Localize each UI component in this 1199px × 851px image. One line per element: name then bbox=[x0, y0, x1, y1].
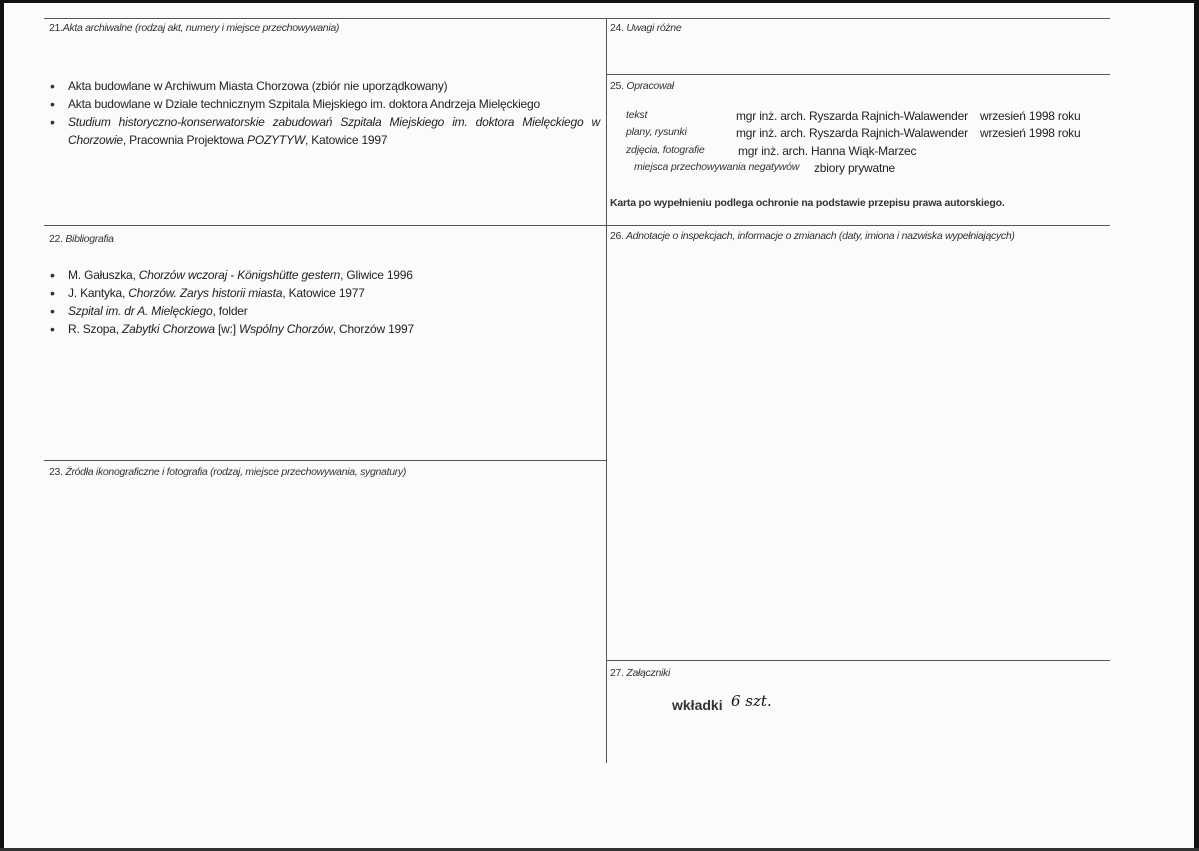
section-26-label bbox=[610, 230, 1015, 242]
list-item bbox=[48, 113, 600, 149]
list-item bbox=[48, 284, 600, 302]
study-title: Studium historyczno-konserwatorskie zabudowań Szpitala Miejskiego im. doktora Mielęckiego w Chorzowie bbox=[68, 115, 600, 147]
bib-title: Szpital im. dr A. Mielęckiego bbox=[68, 304, 213, 318]
bib-title: Zabytki Chorzowa bbox=[122, 322, 215, 336]
author-date: wrzesień 1998 roku bbox=[980, 109, 1081, 123]
author-date: wrzesień 1998 roku bbox=[980, 126, 1081, 140]
study-publisher-prefix: , Pracownia Projektowa bbox=[122, 133, 248, 147]
list-item bbox=[48, 320, 600, 338]
section-25-title: Opracował bbox=[626, 80, 674, 92]
bib-place-year: , Katowice 1977 bbox=[282, 286, 365, 300]
section-22-title: Bibliografia bbox=[65, 233, 114, 245]
bib-type: , folder bbox=[212, 304, 248, 318]
list-item: • Akta budowlane w Dziale technicznym Szpitala Miejskiego im. doktora Andrzeja Mielęckiego bbox=[48, 95, 600, 113]
bib-author: R. Szopa, bbox=[68, 322, 123, 336]
study-publisher-name: POZYTYW bbox=[247, 133, 305, 147]
bib-title: Chorzów. Zarys historii miasta bbox=[128, 286, 283, 300]
bib-author: J. Kantyka, bbox=[68, 286, 129, 300]
section-24-number: 24. bbox=[610, 22, 624, 34]
section-21-label bbox=[49, 22, 339, 34]
section-24-title: Uwagi różne bbox=[626, 22, 682, 34]
author-role: plany, rysunki bbox=[626, 126, 687, 138]
section-26-title: Adnotacje o inspekcjach, informacje o zmianach (daty, imiona i nazwiska wypełniających) bbox=[625, 230, 1015, 242]
section-23-label bbox=[49, 466, 406, 478]
section-22-number: 22. bbox=[49, 233, 63, 245]
author-role: zdjęcia, fotografie bbox=[626, 144, 705, 156]
section-24-label bbox=[610, 22, 681, 34]
bib-author: M. Gałuszka, bbox=[68, 268, 139, 282]
handwritten-count: 6 szt. bbox=[731, 692, 772, 710]
bib-collection: Wspólny Chorzów bbox=[239, 322, 333, 336]
list-item bbox=[48, 266, 600, 284]
author-name: mgr inż. arch. Ryszarda Rajnich-Walawender bbox=[736, 109, 968, 123]
section-23-number: 23. bbox=[49, 466, 63, 478]
page-border-right bbox=[1194, 0, 1199, 851]
form-column-divider bbox=[606, 18, 607, 763]
rule-22-23 bbox=[44, 460, 607, 461]
author-name: mgr inż. arch. Hanna Wiąk-Marzec bbox=[738, 144, 917, 158]
negatives-value: zbiory prywatne bbox=[814, 161, 896, 175]
rule-26-27 bbox=[606, 660, 1110, 661]
list-item: • Akta budowlane w Archiwum Miasta Chorzowa (zbiór nie uporządkowany) bbox=[48, 77, 600, 95]
bibliography-list bbox=[48, 266, 600, 338]
attachments-value: wkładki bbox=[672, 697, 723, 713]
section-23-title: Źródła ikonograficzne i fotografia (rodzaj, miejsce przechowywania, sygnatury) bbox=[65, 466, 407, 478]
author-role: tekst bbox=[626, 109, 648, 121]
page-border-top bbox=[0, 0, 1199, 3]
section-27-title: Załączniki bbox=[626, 667, 671, 679]
page-border-left bbox=[0, 0, 4, 851]
section-21-number: 21. bbox=[49, 22, 63, 34]
bib-title: Chorzów wczoraj - Königshütte gestern bbox=[138, 268, 341, 282]
archival-records-list bbox=[48, 77, 600, 149]
section-26-number: 26. bbox=[610, 230, 624, 242]
section-21-title: Akta archiwalne (rodzaj akt, numery i miejsce przechowywania) bbox=[62, 22, 340, 34]
copyright-note: Karta po wypełnieniu podlega ochronie na podstawie przepisu prawa autorskiego. bbox=[610, 197, 1005, 209]
bib-place-year: , Gliwice 1996 bbox=[340, 268, 413, 282]
study-place-year: , Katowice 1997 bbox=[304, 133, 388, 147]
section-27-label bbox=[610, 667, 670, 679]
section-27-number: 27. bbox=[610, 667, 624, 679]
bib-in: [w:] bbox=[214, 322, 240, 336]
section-22-label bbox=[49, 233, 114, 245]
section-25-number: 25. bbox=[610, 80, 624, 92]
list-item bbox=[48, 302, 600, 320]
bib-place-year: , Chorzów 1997 bbox=[332, 322, 414, 336]
form-top-rule bbox=[44, 18, 1110, 19]
author-name: mgr inż. arch. Ryszarda Rajnich-Walawender bbox=[736, 126, 968, 140]
negatives-label: miejsca przechowywania negatywów bbox=[634, 161, 800, 173]
rule-21-22 bbox=[44, 225, 1110, 226]
rule-24-25 bbox=[606, 74, 1110, 75]
section-25-label bbox=[610, 80, 674, 92]
